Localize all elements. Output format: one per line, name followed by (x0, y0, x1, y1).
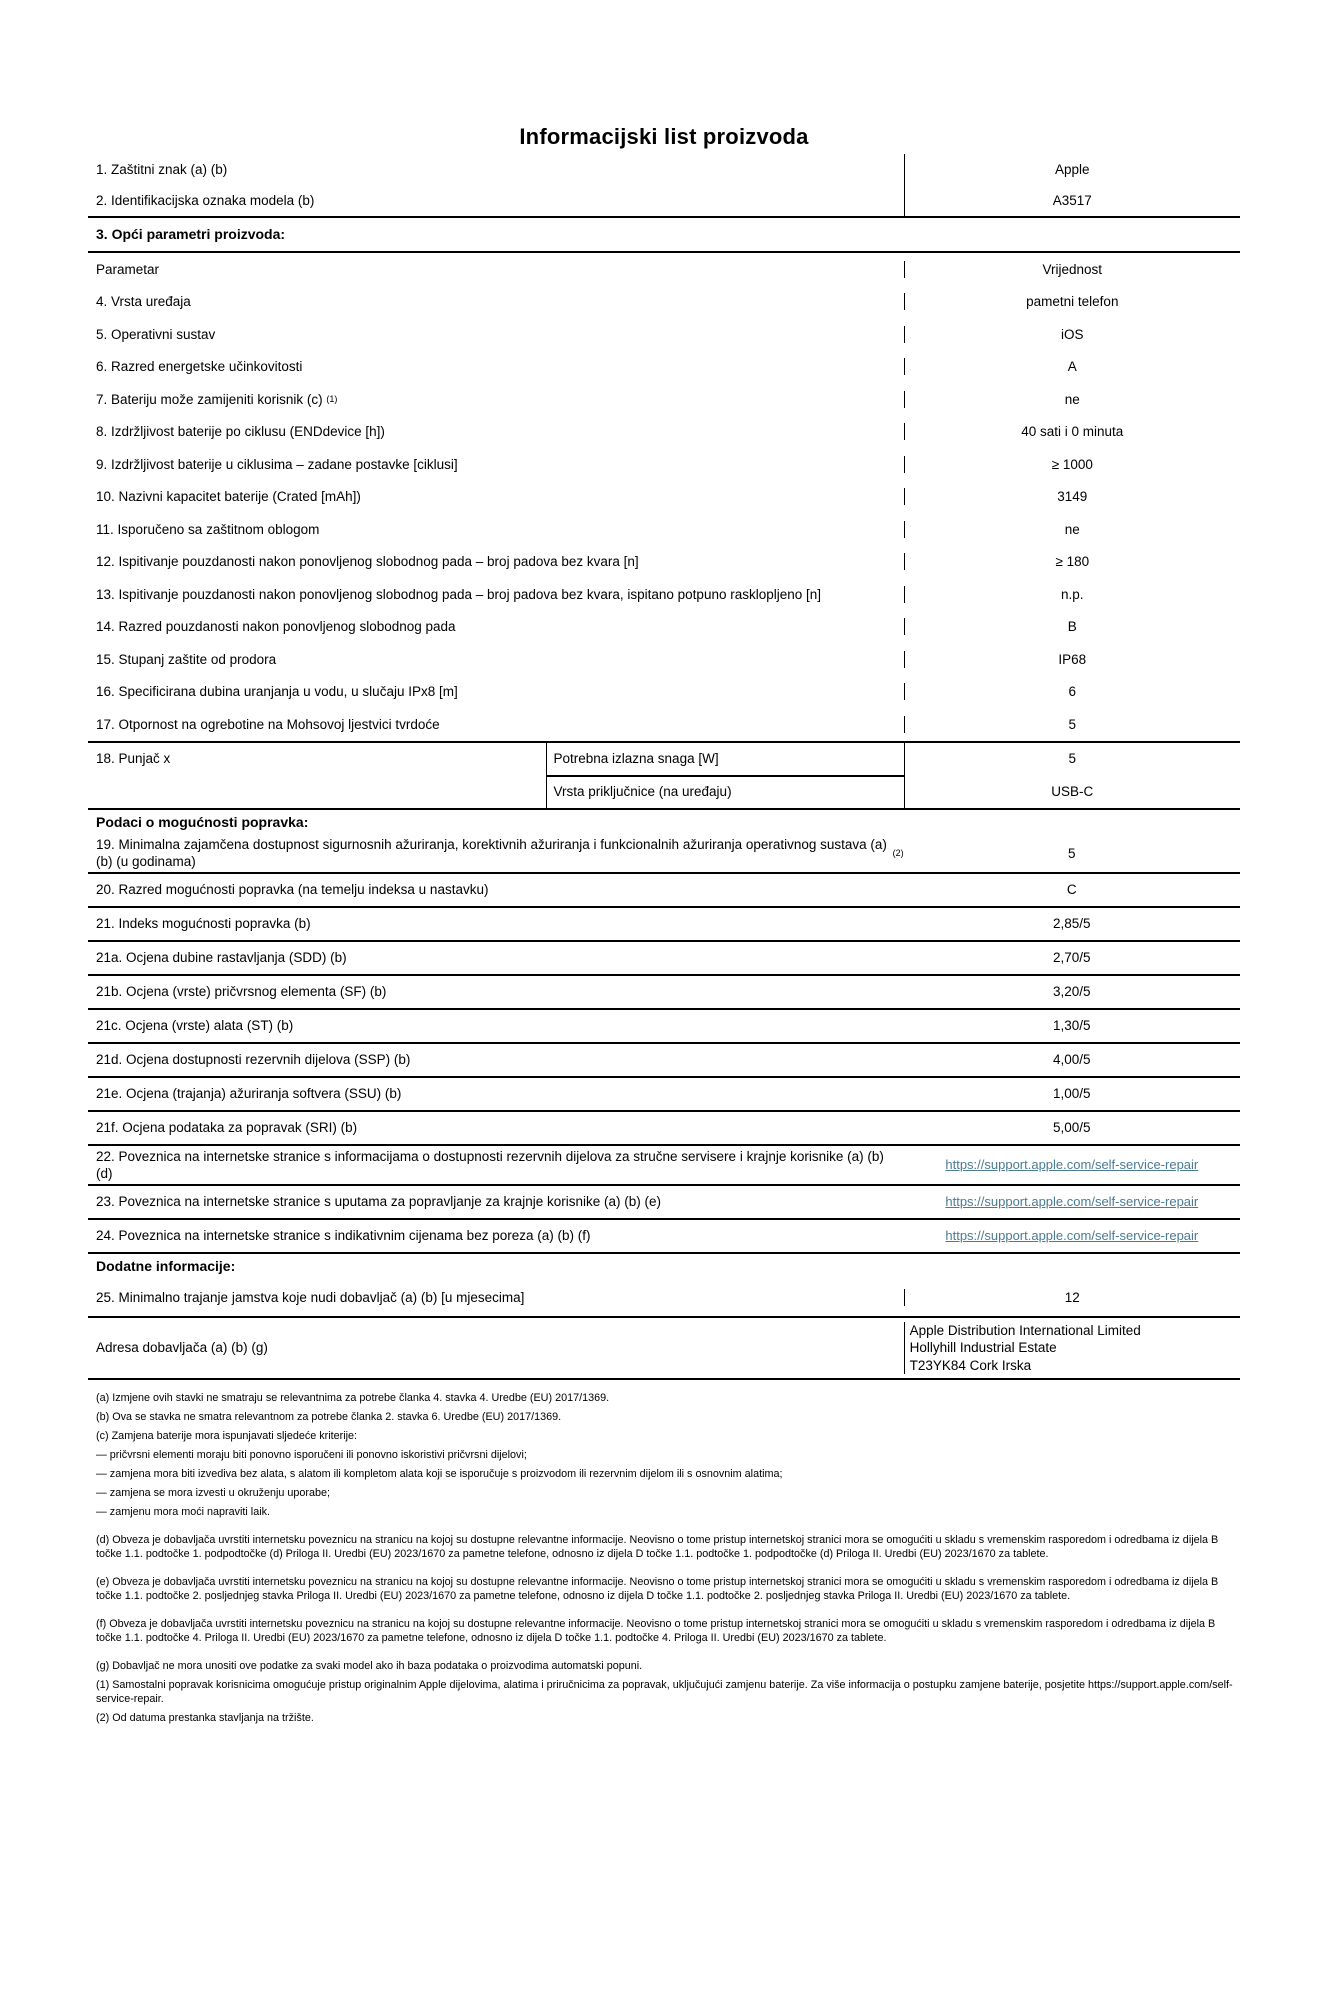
table-row (88, 513, 1240, 546)
table-row (88, 1146, 1240, 1186)
section-heading-additional: Dodatne informacije: (96, 1257, 236, 1274)
footnote: (f) Obveza je dobavljača uvrstiti internetsku poveznicu na stranicu na kojoj su dostupne relevantne informacije. Neovisno o tome pristup internetskoj stranici mora se omogućiti u skladu s vremenskim rasporedom i odredbama iz dijela B točke 1.1. podtočke 4. Priloga II. Uredbi (EU) 2023/1670 za pametne telefone, odnosno iz dijela D točke 1.1. podtočke 4. Priloga II. Uredbi (EU) 2023/1670 za tablete. (96, 1617, 1216, 1644)
row-label: Vrsta priključnice (na uređaju) (547, 775, 903, 808)
supplier-address-row (88, 1318, 1240, 1381)
table-row (88, 154, 1240, 185)
row-value: A (904, 358, 1240, 375)
row-value: ne (904, 521, 1240, 538)
row-label: 8. Izdržljivost baterije po ciklusu (ENDdevice [h]) (96, 424, 385, 440)
self-service-repair-link[interactable]: https://support.apple.com/self-service-repair (945, 1194, 1199, 1209)
row-label: Adresa dobavljača (a) (b) (g) (96, 1340, 268, 1356)
column-header-parameter: Parametar (96, 261, 160, 277)
table-row (88, 1279, 1240, 1318)
row-value (904, 1227, 1240, 1244)
footnote: (1) Samostalni popravak korisnicima omogućuje pristup originalnim Apple dijelovima, alatima i priručnicima za popravak, uključujući zamjenu baterije. Za više informacija o postupku zamjene baterije, posjetite https://support.apple.com/self-service-repair. (96, 1678, 1233, 1705)
footnote: — zamjenu mora moći napraviti laik. (96, 1506, 271, 1518)
row-value: n.p. (904, 586, 1240, 603)
row-label: 18. Punjač x (96, 751, 171, 767)
row-label: 9. Izdržljivost baterije u ciklusima – zadane postavke [ciklusi] (96, 456, 458, 472)
row-value: ne (904, 391, 1240, 408)
row-label: 20. Razred mogućnosti popravka (na temelju indeksa u nastavku) (96, 882, 489, 897)
row-label: 21c. Ocjena (vrste) alata (ST) (b) (96, 1018, 294, 1033)
row-value: USB-C (1051, 783, 1094, 799)
table-row (88, 942, 1240, 976)
table-row (88, 676, 1240, 709)
row-label: 4. Vrsta uređaja (96, 294, 191, 310)
row-value (904, 1148, 1240, 1182)
table-row (88, 481, 1240, 514)
address-line: Hollyhill Industrial Estate (909, 1340, 1057, 1355)
row-value: 40 sati i 0 minuta (904, 423, 1240, 440)
footnote: (g) Dobavljač ne mora unositi ove podatke za svaki model ako ih baza podataka o proizvodima automatski popuni. (96, 1659, 643, 1672)
footnote: — zamjena se mora izvesti u okruženju uporabe; (96, 1487, 331, 1499)
identity-block (88, 154, 1240, 218)
row-value: 2,85/5 (1053, 916, 1091, 931)
supplier-address (904, 1322, 1240, 1375)
row-label: 21a. Ocjena dubine rastavljanja (SDD) (b) (96, 950, 347, 965)
row-label: 21b. Ocjena (vrste) pričvrsnog elementa (SF) (b) (96, 984, 387, 999)
footnote: (2) Od datuma prestanka stavljanja na tržište. (96, 1712, 314, 1724)
self-service-repair-link[interactable]: https://support.apple.com/self-service-repair (945, 1157, 1199, 1172)
address-line: T23YK84 Cork Irska (909, 1357, 1032, 1373)
table-row (88, 578, 1240, 611)
row-value: 6 (904, 683, 1240, 700)
row-value: 3149 (904, 488, 1240, 505)
footnote: — pričvrsni elementi moraju biti ponovno isporučeni ili ponovno iskoristivi pričvrsni dijelovi; (96, 1449, 527, 1461)
charger-sub-labels (546, 743, 903, 808)
table-row (88, 643, 1240, 676)
row-value: iOS (904, 326, 1240, 343)
table-row (88, 546, 1240, 579)
row-label: 22. Poveznica na internetske stranice s informacijama o dostupnosti rezervnih dijelova za stručne servisere i krajnje korisnike (a) (b) (d) (96, 1148, 884, 1181)
table-row (88, 351, 1240, 384)
table-row (88, 1186, 1240, 1220)
table-row (88, 383, 1240, 416)
row-label: 25. Minimalno trajanje jamstva koje nudi dobavljač (a) (b) [u mjesecima] (96, 1289, 525, 1305)
table-row (88, 835, 1240, 874)
table-row (88, 976, 1240, 1010)
row-value: 1,00/5 (1053, 1086, 1091, 1101)
row-value (904, 1193, 1240, 1210)
self-service-repair-link[interactable]: https://support.apple.com/self-service-repair (945, 1228, 1199, 1243)
product-information-sheet (0, 124, 1328, 1726)
address-line: Apple Distribution International Limited (909, 1322, 1141, 1338)
table-row (88, 611, 1240, 644)
row-label: 1. Zaštitni znak (a) (b) (96, 162, 228, 177)
charger-sub-values (904, 743, 1240, 808)
table-header-row (88, 253, 1240, 286)
table-row (88, 1220, 1240, 1254)
row-value: A3517 (904, 185, 1240, 216)
row-value: 2,70/5 (1053, 950, 1091, 965)
row-label: 12. Ispitivanje pouzdanosti nakon ponovljenog slobodnog pada – broj padova bez kvara [n] (96, 554, 639, 570)
row-label: 11. Isporučeno sa zaštitnom oblogom (96, 521, 320, 537)
row-label: 19. Minimalna zajamčena dostupnost sigurnosnih ažuriranja, korektivnih ažuriranja i funkcionalnih ažuriranja operativnog sustava (a) (b) (u godinama) (2) (96, 837, 904, 869)
row-value: 1,30/5 (1053, 1018, 1091, 1033)
table-row (88, 1044, 1240, 1078)
row-value: ≥ 1000 (904, 456, 1240, 473)
row-label: 10. Nazivni kapacitet baterije (Crated [mAh]) (96, 489, 361, 505)
page-title: Informacijski list proizvoda (519, 124, 809, 149)
row-value: 5 (904, 716, 1240, 733)
table-row (88, 416, 1240, 449)
row-value: 3,20/5 (1053, 984, 1091, 999)
footnote: (b) Ova se stavka ne smatra relevantnom za potrebe članka 2. stavka 6. Uredbe (EU) 2017/1369. (96, 1411, 562, 1423)
row-value: B (904, 618, 1240, 635)
row-label: 21e. Ocjena (trajanja) ažuriranja softvera (SSU) (b) (96, 1086, 402, 1101)
footnote: (e) Obveza je dobavljača uvrstiti internetsku poveznicu na stranicu na kojoj su dostupne relevantne informacije. Neovisno o tome pristup internetskoj stranici mora se omogućiti u skladu s vremenskim rasporedom i odredbama iz dijela B točke 1.1. podtočke 2. posljednjeg stavka Priloga II. Uredbi (EU) 2023/1670 za pametne telefone, odnosno iz dijela D točke 1.1. podtočke 2. posljednjeg stavka Priloga II. Uredbi (EU) 2023/1670 za tablete. (96, 1575, 1219, 1602)
footnote: — zamjena mora biti izvediva bez alata, s alatom ili kompletom alata koji se isporučuje s proizvodom ili rezervnim dijelom ili s osnovnim alatima; (96, 1468, 783, 1480)
row-value: ≥ 180 (904, 553, 1240, 570)
general-parameters-table (88, 253, 1240, 741)
row-value: 5 (1068, 845, 1076, 861)
table-row (88, 1010, 1240, 1044)
table-row (88, 448, 1240, 481)
row-label: Potrebna izlazna snaga [W] (553, 750, 719, 766)
row-value: 5,00/5 (1053, 1120, 1091, 1135)
row-value: 12 (904, 1289, 1240, 1306)
row-label: 23. Poveznica na internetske stranice s uputama za popravljanje za krajnje korisnike (a) (b) (e) (96, 1194, 662, 1209)
footnote: (a) Izmjene ovih stavki ne smatraju se relevantnima za potrebe članka 4. stavka 4. Uredbe (EU) 2017/1369. (96, 1392, 610, 1404)
row-label: 16. Specificirana dubina uranjanja u vodu, u slučaju IPx8 [m] (96, 684, 458, 700)
table-row (88, 908, 1240, 942)
row-value: 5 (1068, 751, 1077, 767)
column-header-value: Vrijednost (904, 261, 1240, 278)
row-label: 21d. Ocjena dostupnosti rezervnih dijelova (SSP) (b) (96, 1052, 411, 1067)
row-label: 21f. Ocjena podataka za popravak (SRI) (b) (96, 1120, 358, 1135)
row-label-text: 7. Bateriju može zamijeniti korisnik (c) (96, 391, 323, 407)
charger-row (88, 741, 1240, 810)
row-label: 24. Poveznica na internetske stranice s indikativnim cijenama bez poreza (a) (b) (f) (96, 1228, 591, 1243)
row-label: 2. Identifikacijska oznaka modela (b) (96, 193, 315, 208)
footnote: (d) Obveza je dobavljača uvrstiti internetsku poveznicu na stranicu na kojoj su dostupne relevantne informacije. Neovisno o tome pristup internetskoj stranici mora se omogućiti u skladu s vremenskim rasporedom i odredbama iz dijela B točke 1.1. podtočke 1. podpodtočke (d) Priloga II. Uredbi (EU) 2023/1670 za pametne telefone, odnosno iz dijela D točke 1.1. podtočke 1. podpodtočke (d) Priloga II. Uredbi (EU) 2023/1670 za tablete. (96, 1533, 1219, 1560)
row-label: 13. Ispitivanje pouzdanosti nakon ponovljenog slobodnog pada – broj padova bez kvara, ispitano potpuno rasklopljeno [n] (96, 586, 822, 602)
row-label-text: 19. Minimalna zajamčena dostupnost sigurnosnih ažuriranja, korektivnih ažuriranja i funkcionalnih ažuriranja operativnog sustava (a) (b) (u godinama) (96, 837, 887, 869)
table-row (88, 874, 1240, 908)
table-row (88, 708, 1240, 741)
footnote: (c) Zamjena baterije mora ispunjavati sljedeće kriterije: (96, 1430, 358, 1442)
table-row (88, 1112, 1240, 1146)
row-label: 14. Razred pouzdanosti nakon ponovljenog slobodnog pada (96, 619, 456, 635)
section-heading-repair: Podaci o mogućnosti popravka: (96, 813, 309, 830)
row-label: 7. Bateriju može zamijeniti korisnik (c) (1) (96, 391, 338, 407)
row-value: Apple (904, 154, 1240, 185)
row-label: 6. Razred energetske učinkovitosti (96, 359, 303, 375)
row-label: 17. Otpornost na ogrebotine na Mohsovoj ljestvici tvrdoće (96, 716, 440, 732)
row-label: 5. Operativni sustav (96, 326, 216, 342)
row-value: IP68 (904, 651, 1240, 668)
table-row (88, 286, 1240, 319)
row-value: pametni telefon (904, 293, 1240, 310)
table-row (88, 318, 1240, 351)
table-row (88, 1078, 1240, 1112)
footnotes (88, 1391, 1240, 1726)
row-label: 15. Stupanj zaštite od prodora (96, 651, 277, 667)
row-label: 21. Indeks mogućnosti popravka (b) (96, 916, 311, 931)
table-row (88, 185, 1240, 216)
row-value: 4,00/5 (1053, 1052, 1091, 1067)
section-heading-general: 3. Opći parametri proizvoda: (88, 218, 1240, 253)
row-value: C (1066, 882, 1077, 897)
